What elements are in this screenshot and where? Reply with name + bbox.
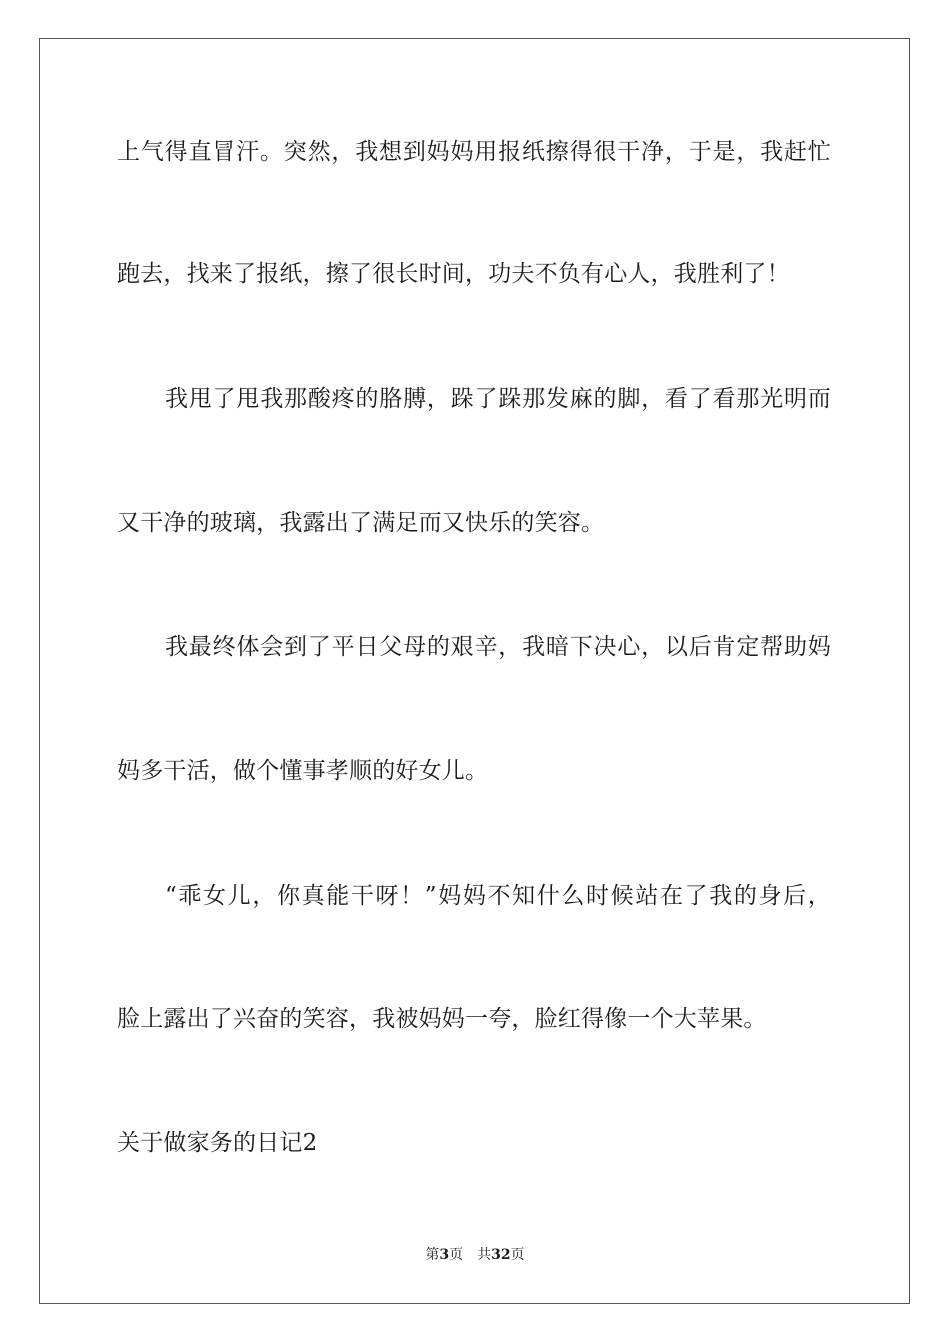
paragraph-line-8: 脸上露出了兴奋的笑容，我被妈妈一夸，脸红得像一个大苹果。 bbox=[117, 1006, 767, 1032]
footer-total-prefix: 共 bbox=[477, 1247, 492, 1263]
paragraph-line-3: 我甩了甩我那酸疼的胳膊，跺了跺那发麻的脚，看了看那光明而 bbox=[165, 386, 831, 412]
paragraph-line-1: 上气得直冒汗。突然，我想到妈妈用报纸擦得很干净，于是，我赶忙 bbox=[117, 139, 831, 165]
footer-total-suffix: 页 bbox=[510, 1247, 525, 1263]
section-heading: 关于做家务的日记2 bbox=[117, 1130, 318, 1156]
paragraph-line-5: 我最终体会到了平日父母的艰辛，我暗下决心，以后肯定帮助妈 bbox=[165, 634, 831, 660]
paragraph-line-2: 跑去，找来了报纸，擦了很长时间，功夫不负有心人，我胜利了！ bbox=[117, 261, 790, 287]
page-footer bbox=[0, 1246, 950, 1264]
page-border bbox=[39, 38, 910, 1304]
footer-total-pages: 32 bbox=[491, 1247, 511, 1263]
paragraph-line-4: 又干净的玻璃，我露出了满足而又快乐的笑容。 bbox=[117, 510, 605, 536]
paragraph-line-7: “乖女儿，你真能干呀！”妈妈不知什么时候站在了我的身后， bbox=[165, 883, 831, 909]
paragraph-line-6: 妈多干活，做个懂事孝顺的好女儿。 bbox=[117, 758, 489, 784]
footer-page-prefix: 第 bbox=[425, 1247, 440, 1263]
footer-page-number: 3 bbox=[439, 1247, 450, 1263]
footer-page-suffix: 页 bbox=[449, 1247, 464, 1263]
